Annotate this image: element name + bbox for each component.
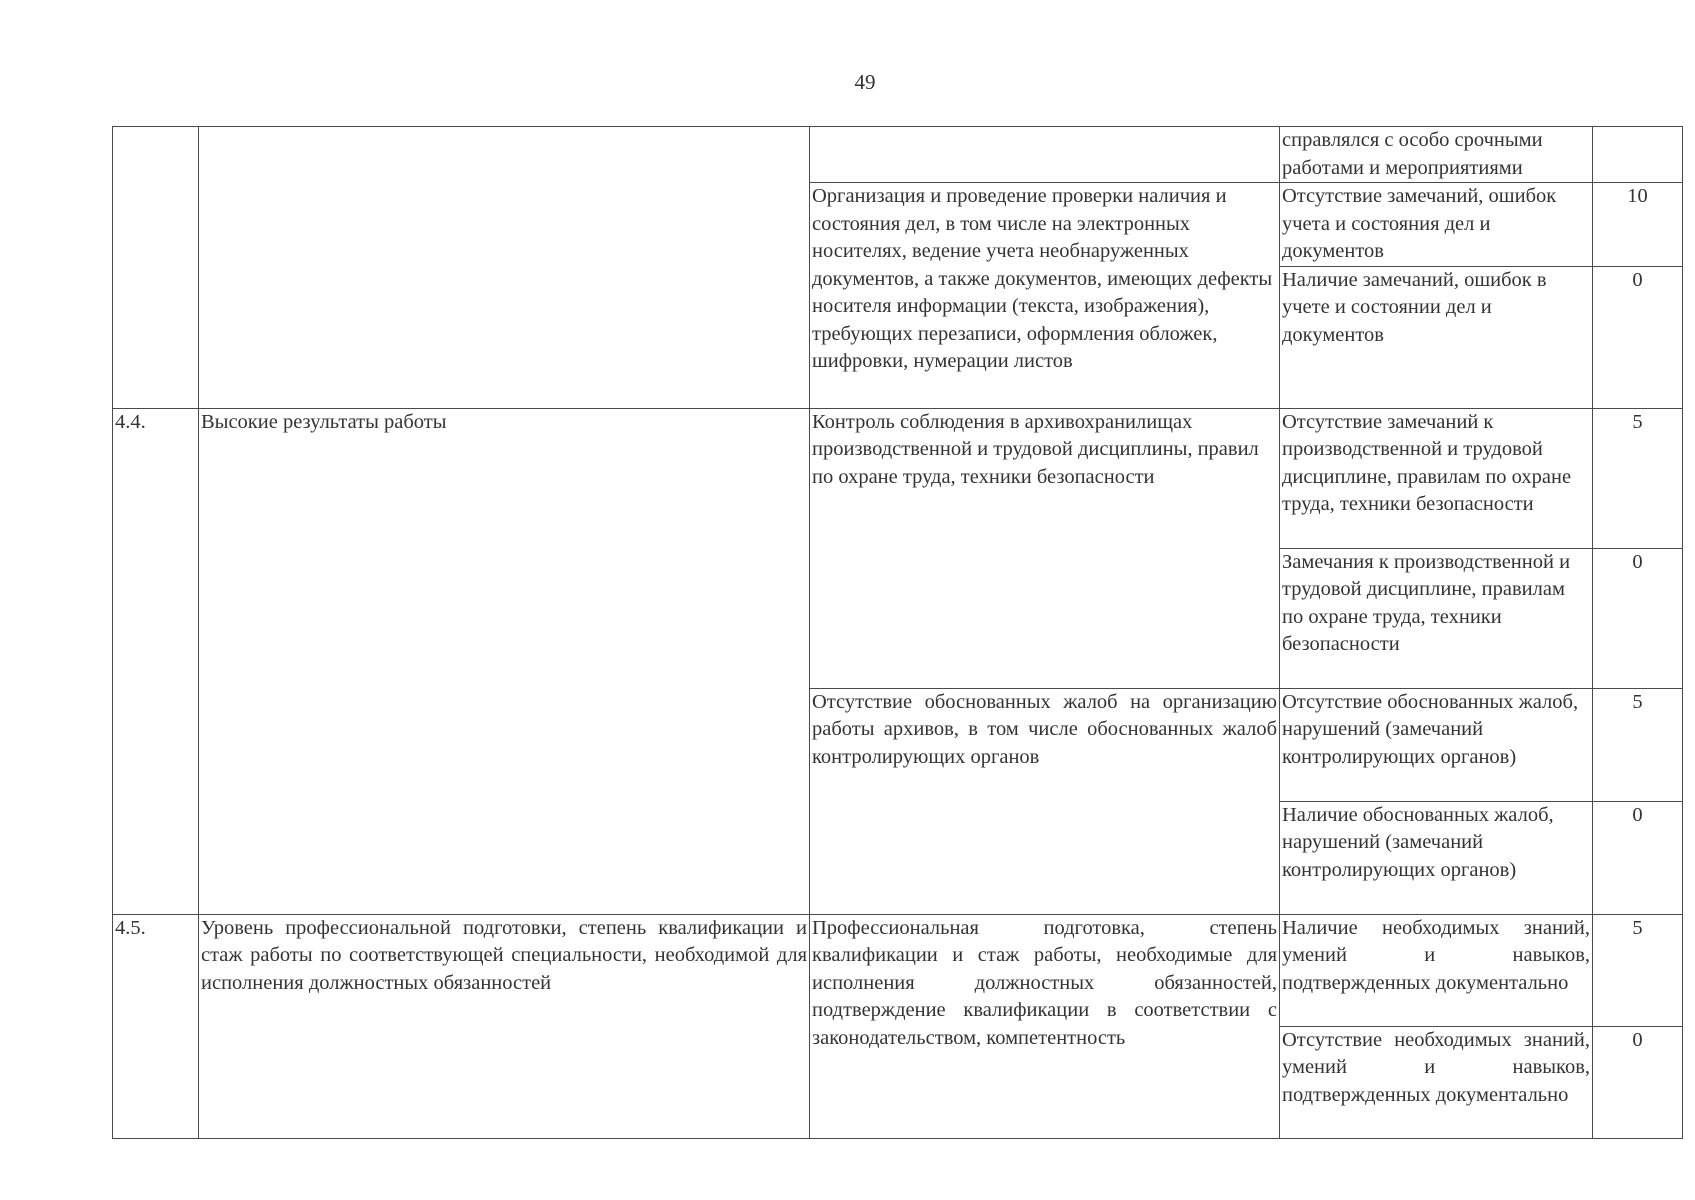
indicator-cell: Организация и проведение проверки наличия и состояния дел, в том числе на электронных носителях, ведение учета необнаруженных документов, а также документов, имеющих дефекты носителя информации (текста, изображения), требующих перезаписи, оформления обложек, шифровки, нумерации листов [810,183,1280,409]
criterion-cell: Замечания к производственной и трудовой дисциплине, правилам по охране труда, техники безопасности [1280,548,1593,688]
score-cell: 0 [1593,801,1683,914]
table-row [113,127,1683,183]
indicator-cell: Отсутствие обоснованных жалоб на организацию работы архивов, в том числе обоснованных жалоб контролирующих органов [810,688,1280,914]
criterion-cell: Отсутствие замечаний, ошибок учета и состояния дел и документов [1280,183,1593,267]
section-number: 4.5. [113,914,199,1138]
score-cell: 0 [1593,548,1683,688]
number-cell [113,127,199,409]
section-title: Уровень профессиональной подготовки, степень квалификации и стаж работы по соответствующей специальности, необходимой для исполнения должностных обязанностей [199,914,810,1138]
table-row [113,408,1683,548]
score-cell: 10 [1593,183,1683,267]
indicator-cell [810,127,1280,183]
score-cell: 5 [1593,914,1683,1026]
criterion-cell: Наличие обоснованных жалоб, нарушений (замечаний контролирующих органов) [1280,801,1593,914]
criterion-cell: Отсутствие замечаний к производственной и трудовой дисциплине, правилам по охране труда, техники безопасности [1280,408,1593,548]
criterion-cell: Отсутствие необходимых знаний, умений и навыков, подтвержденных документально [1280,1026,1593,1138]
section-number: 4.4. [113,408,199,914]
indicator-cell: Профессиональная подготовка, степень квалификации и стаж работы, необходимые для исполнения должностных обязанностей, подтверждение квалификации в соответствии с законодательством, компетентность [810,914,1280,1138]
indicator-cell: Контроль соблюдения в архивохранилищах производственной и трудовой дисциплины, правил по охране труда, техники безопасности [810,408,1280,688]
section-title: Высокие результаты работы [199,408,810,914]
score-cell: 0 [1593,266,1683,408]
criterion-cell: Наличие необходимых знаний, умений и навыков, подтвержденных документально [1280,914,1593,1026]
criteria-table [112,126,1683,1139]
score-cell: 5 [1593,688,1683,801]
score-cell [1593,127,1683,183]
criterion-cell: Отсутствие обоснованных жалоб, нарушений (замечаний контролирующих органов) [1280,688,1593,801]
title-cell [199,127,810,409]
table-row [113,914,1683,1026]
score-cell: 5 [1593,408,1683,548]
score-cell: 0 [1593,1026,1683,1138]
criterion-cell: Наличие замечаний, ошибок в учете и состоянии дел и документов [1280,266,1593,408]
page-number: 49 [854,70,876,94]
criterion-cell: справлялся с особо срочными работами и мероприятиями [1280,127,1593,183]
